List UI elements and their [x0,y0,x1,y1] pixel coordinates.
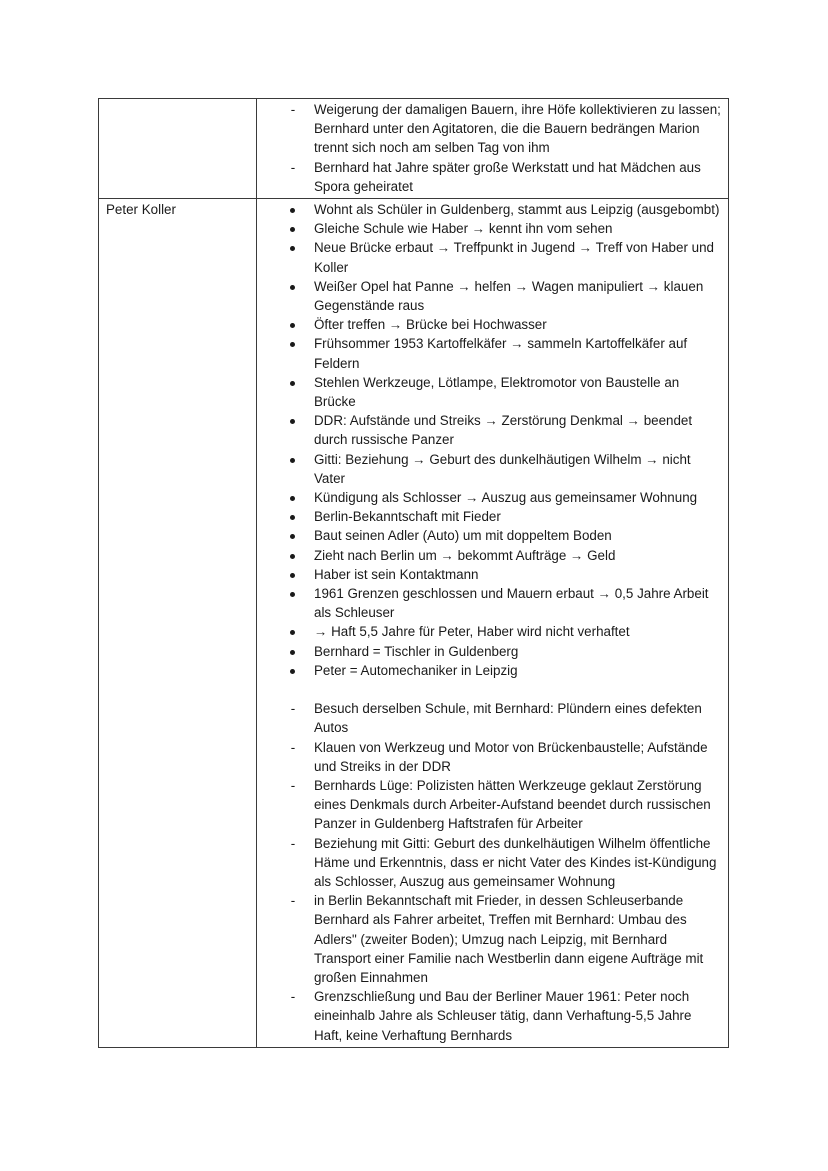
content-cell [257,99,729,199]
dash-marker [286,100,300,119]
bullet-item: Stehlen Werkzeuge, Lötlampe, Elektromotor von Baustelle an Brücke [314,374,680,410]
bullet-item: Gitti: Beziehung → Geburt des dunkelhäutigen Wilhelm → nicht Vater [314,451,691,486]
bullet-item: Wohnt als Schüler in Guldenberg, stammt aus Leipzig (ausgebombt) [314,202,720,218]
dash-list [257,699,722,1045]
table-row-continuation [99,99,729,199]
dash-marker [286,738,300,757]
dash-marker [286,987,300,1006]
bullet-item: Frühsommer 1953 Kartoffelkäfer → sammeln Kartoffelkäfer auf Feldern [314,336,688,371]
dash-marker [286,776,300,795]
bullet-item: → Haft 5,5 Jahre für Peter, Haber wird nicht verhaftet [314,624,630,640]
bullet-item: Bernhard = Tischler in Guldenberg [314,643,519,659]
bullet-item: Weißer Opel hat Panne → helfen → Wagen manipuliert → klauen Gegenstände raus [314,278,704,314]
bullet-item: Neue Brücke erbaut → Treffpunkt in Jugend → Treff von Haber und Koller [314,240,714,275]
bullet-item: Haber ist sein Kontaktmann [314,566,479,582]
dash-item: - Besuch derselben Schule, mit Bernhard: Plündern eines defekten Autos [257,699,722,737]
dash-item: - Grenzschließung und Bau der Berliner Mauer 1961: Peter noch eineinhalb Jahre als Schleuser tätig, dann Verhaftung-5,5 Jahre Haft, keine Verhaftung Bernhards [257,987,722,1045]
list-spacer [257,680,722,699]
dash-item: - in Berlin Bekanntschaft mit Frieder, in dessen Schleuserbande Bernhard als Fahrer arbeitet, Treffen mit Bernhard: Umbau des Adlers" (zweiter Boden); Umzug nach Leipzig, mit Bernhard Transport einer Familie nach Westberlin dann eigene Aufträge mit großen Einnahmen [257,891,722,987]
table-row-peter-koller [99,199,729,1048]
dash-item: - Bernhard hat Jahre später große Werkstatt und hat Mädchen aus Spora geheiratet [257,158,722,196]
dash-marker [286,891,300,910]
dash-marker [286,158,300,177]
bullet-item: Zieht nach Berlin um → bekommt Aufträge → Geld [314,547,616,563]
bullet-item: Peter = Automechaniker in Leipzig [314,662,518,678]
bullet-item: 1961 Grenzen geschlossen und Mauern erbaut → 0,5 Jahre Arbeit als Schleuser [314,586,709,621]
name-cell [99,199,257,1048]
bullet-item: Baut seinen Adler (Auto) um mit doppeltem Boden [314,528,612,544]
dash-item: - Bernhards Lüge: Polizisten hätten Werkzeuge geklaut Zerstörung eines Denkmals durch Arbeiter-Aufstand beendet durch russischen Panzer in Guldenberg Haftstrafen für Arbeiter [257,776,722,834]
row-name [99,99,256,100]
bullet-list [257,200,722,680]
bullet-item: Öfter treffen → Brücke bei Hochwasser [314,317,547,333]
dash-item: - Beziehung mit Gitti: Geburt des dunkelhäutigen Wilhelm öffentliche Häme und Erkenntnis, dass er nicht Vater des Kindes ist-Kündigung als Schlosser, Auszug aus gemeinsamer Wohnung [257,834,722,892]
character-table [98,98,729,1048]
dash-list [257,100,722,196]
bullet-item: Kündigung als Schlosser → Auszug aus gemeinsamer Wohnung [314,490,698,506]
dash-marker [286,834,300,853]
row-name: Peter Koller [106,202,176,218]
content-cell [257,199,729,1048]
dash-item: - Weigerung der damaligen Bauern, ihre Höfe kollektivieren zu lassen; Bernhard unter den Agitatoren, die die Bauern bedrängen Marion trennt sich noch am selben Tag von ihm [257,100,722,158]
dash-marker [286,699,300,718]
bullet-item: Berlin-Bekanntschaft mit Fieder [314,509,501,525]
dash-item: - Klauen von Werkzeug und Motor von Brückenbaustelle; Aufstände und Streiks in der DDR [257,738,722,776]
bullet-item: DDR: Aufstände und Streiks → Zerstörung Denkmal → beendet durch russische Panzer [314,413,693,448]
bullet-item: Gleiche Schule wie Haber → kennt ihn vom sehen [314,221,613,237]
name-cell [99,99,257,199]
